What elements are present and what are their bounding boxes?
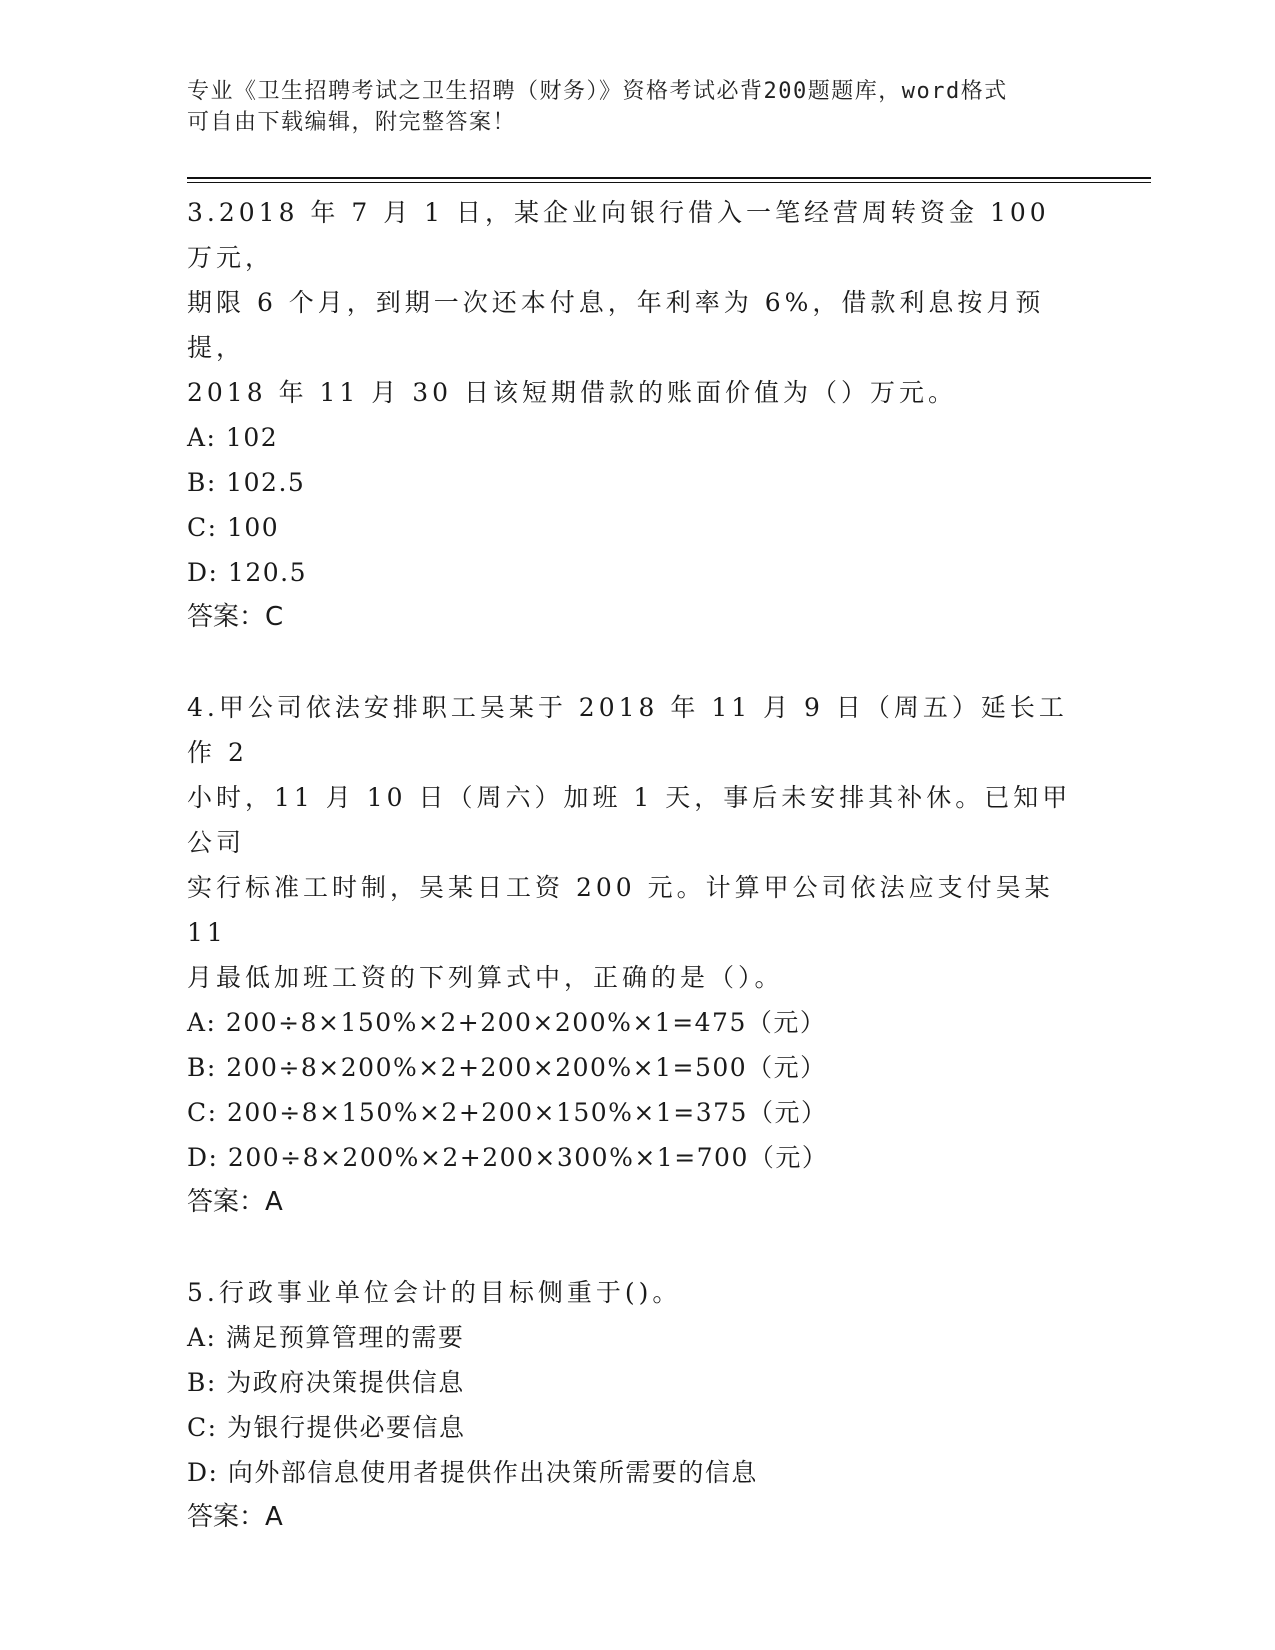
question-5-option-c: C: 为银行提供必要信息	[187, 1413, 466, 1442]
question-4-line-4: 月最低加班工资的下列算式中，正确的是（）。	[187, 963, 784, 992]
question-3-line-2: 期限 6 个月，到期一次还本付息，年利率为 6%，借款利息按月预提，	[187, 288, 1045, 362]
header-line-2: 可自由下载编辑，附完整答案！	[187, 110, 517, 135]
question-3	[187, 190, 1087, 640]
question-4-option-d: D: 200÷8×200%×2+200×300%×1=700（元）	[187, 1143, 829, 1172]
question-5-answer: 答案：A	[187, 1502, 283, 1532]
document-header	[187, 76, 1087, 138]
question-4-line-3: 实行标准工时制，吴某日工资 200 元。计算甲公司依法应支付吴某 11	[187, 873, 1054, 947]
question-4-answer: 答案：A	[187, 1187, 283, 1217]
header-divider-thin	[187, 182, 1151, 183]
question-spacer	[187, 640, 1087, 685]
question-4-option-b: B: 200÷8×200%×2+200×200%×1=500（元）	[187, 1053, 827, 1082]
question-4-option-c: C: 200÷8×150%×2+200×150%×1=375（元）	[187, 1098, 828, 1127]
question-3-option-a: A: 102	[187, 423, 279, 452]
question-3-option-d: D: 120.5	[187, 558, 307, 587]
question-5-option-b: B: 为政府决策提供信息	[187, 1368, 465, 1397]
question-spacer	[187, 1225, 1087, 1270]
question-list	[187, 190, 1087, 1540]
question-4-option-a: A: 200÷8×150%×2+200×200%×1=475（元）	[187, 1008, 827, 1037]
question-3-option-c: C: 100	[187, 513, 280, 542]
question-5-option-d: D: 向外部信息使用者提供作出决策所需要的信息	[187, 1458, 758, 1487]
question-3-line-3: 2018 年 11 月 30 日该短期借款的账面价值为（）万元。	[187, 378, 957, 407]
question-3-line-1: 3.2018 年 7 月 1 日，某企业向银行借入一笔经营周转资金 100 万元，	[187, 198, 1050, 272]
header-divider-thick	[187, 177, 1151, 179]
question-3-answer: 答案：C	[187, 602, 284, 632]
question-4-line-1: 4.甲公司依法安排职工吴某于 2018 年 11 月 9 日（周五）延长工作 2	[187, 693, 1068, 767]
question-5-line-1: 5.行政事业单位会计的目标侧重于()。	[187, 1278, 682, 1307]
question-4-line-2: 小时，11 月 10 日（周六）加班 1 天，事后未安排其补休。已知甲公司	[187, 783, 1072, 857]
question-5-option-a: A: 满足预算管理的需要	[187, 1323, 465, 1352]
question-3-option-b: B: 102.5	[187, 468, 306, 497]
question-4	[187, 685, 1087, 1225]
header-line-1: 专业《卫生招聘考试之卫生招聘（财务）》资格考试必背200题题库，word格式	[187, 79, 1008, 104]
question-5	[187, 1270, 1087, 1540]
